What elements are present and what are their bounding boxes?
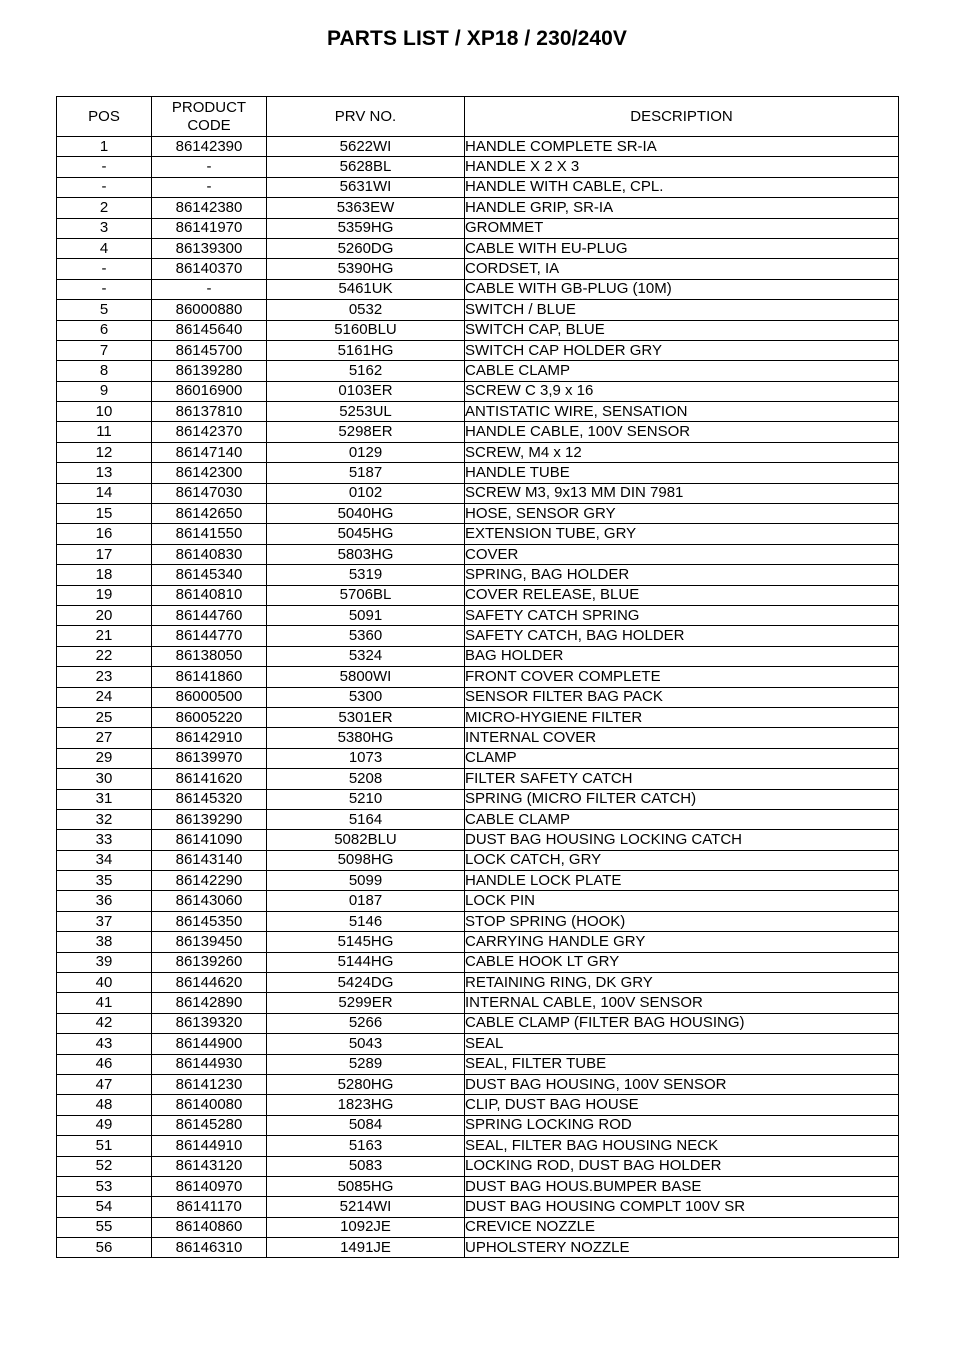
cell-description: HOSE, SENSOR GRY xyxy=(465,504,899,524)
table-row xyxy=(57,973,899,993)
cell-prv-no: 5160BLU xyxy=(267,320,465,340)
table-row xyxy=(57,850,899,870)
cell-product-code: 86016900 xyxy=(152,381,267,401)
cell-pos: 32 xyxy=(57,809,152,829)
cell-prv-no: 1092JE xyxy=(267,1217,465,1237)
cell-description: CREVICE NOZZLE xyxy=(465,1217,899,1237)
cell-description: SWITCH / BLUE xyxy=(465,300,899,320)
cell-product-code: 86140810 xyxy=(152,585,267,605)
table-row xyxy=(57,952,899,972)
cell-prv-no: 5083 xyxy=(267,1156,465,1176)
cell-prv-no: 5622WI xyxy=(267,137,465,157)
cell-description: DUST BAG HOUSING COMPLT 100V SR xyxy=(465,1197,899,1217)
cell-pos: 46 xyxy=(57,1054,152,1074)
cell-prv-no: 5146 xyxy=(267,911,465,931)
cell-prv-no: 5324 xyxy=(267,646,465,666)
cell-description: HANDLE X 2 X 3 xyxy=(465,157,899,177)
cell-product-code: 86145340 xyxy=(152,565,267,585)
table-row xyxy=(57,789,899,809)
cell-pos: 12 xyxy=(57,442,152,462)
table-row xyxy=(57,1136,899,1156)
table-row xyxy=(57,198,899,218)
cell-pos: 29 xyxy=(57,748,152,768)
cell-pos: 42 xyxy=(57,1013,152,1033)
cell-prv-no: 5099 xyxy=(267,871,465,891)
cell-description: COVER RELEASE, BLUE xyxy=(465,585,899,605)
table-row xyxy=(57,871,899,891)
cell-description: RETAINING RING, DK GRY xyxy=(465,973,899,993)
cell-prv-no: 5266 xyxy=(267,1013,465,1033)
cell-product-code: 86005220 xyxy=(152,707,267,727)
cell-product-code: 86143060 xyxy=(152,891,267,911)
cell-prv-no: 5359HG xyxy=(267,218,465,238)
cell-pos: 51 xyxy=(57,1136,152,1156)
table-row xyxy=(57,504,899,524)
cell-prv-no: 1073 xyxy=(267,748,465,768)
cell-pos: 37 xyxy=(57,911,152,931)
table-row xyxy=(57,830,899,850)
header-product-code: PRODUCT CODE xyxy=(152,97,267,137)
cell-description: SPRING (MICRO FILTER CATCH) xyxy=(465,789,899,809)
table-row xyxy=(57,667,899,687)
cell-description: DUST BAG HOUSING LOCKING CATCH xyxy=(465,830,899,850)
cell-description: SAFETY CATCH, BAG HOLDER xyxy=(465,626,899,646)
table-row xyxy=(57,483,899,503)
cell-description: DUST BAG HOUSING, 100V SENSOR xyxy=(465,1074,899,1094)
table-row xyxy=(57,1054,899,1074)
header-row xyxy=(57,97,899,137)
cell-product-code: 86147140 xyxy=(152,442,267,462)
cell-prv-no: 5803HG xyxy=(267,544,465,564)
cell-product-code: 86142650 xyxy=(152,504,267,524)
cell-prv-no: 5085HG xyxy=(267,1176,465,1196)
cell-product-code: 86145320 xyxy=(152,789,267,809)
cell-product-code: 86139260 xyxy=(152,952,267,972)
cell-product-code: 86141550 xyxy=(152,524,267,544)
cell-product-code: 86142290 xyxy=(152,871,267,891)
cell-prv-no: 5280HG xyxy=(267,1074,465,1094)
cell-product-code: 86140080 xyxy=(152,1095,267,1115)
cell-product-code: 86142390 xyxy=(152,137,267,157)
cell-prv-no: 5424DG xyxy=(267,973,465,993)
cell-pos: 24 xyxy=(57,687,152,707)
table-row xyxy=(57,748,899,768)
table-row xyxy=(57,524,899,544)
table-row xyxy=(57,463,899,483)
cell-description: INTERNAL CABLE, 100V SENSOR xyxy=(465,993,899,1013)
cell-pos: - xyxy=(57,157,152,177)
cell-product-code: 86144930 xyxy=(152,1054,267,1074)
cell-pos: 27 xyxy=(57,728,152,748)
cell-product-code: 86140860 xyxy=(152,1217,267,1237)
table-row xyxy=(57,279,899,299)
cell-description: HANDLE GRIP, SR-IA xyxy=(465,198,899,218)
cell-pos: 54 xyxy=(57,1197,152,1217)
cell-prv-no: 5144HG xyxy=(267,952,465,972)
cell-description: SPRING LOCKING ROD xyxy=(465,1115,899,1135)
cell-prv-no: 5301ER xyxy=(267,707,465,727)
cell-prv-no: 0187 xyxy=(267,891,465,911)
table-row xyxy=(57,728,899,748)
cell-description: CLAMP xyxy=(465,748,899,768)
cell-prv-no: 0129 xyxy=(267,442,465,462)
cell-description: SWITCH CAP HOLDER GRY xyxy=(465,340,899,360)
cell-product-code: 86142890 xyxy=(152,993,267,1013)
cell-prv-no: 5082BLU xyxy=(267,830,465,850)
cell-description: UPHOLSTERY NOZZLE xyxy=(465,1238,899,1258)
cell-description: SEAL, FILTER BAG HOUSING NECK xyxy=(465,1136,899,1156)
table-row xyxy=(57,544,899,564)
cell-description: CABLE CLAMP xyxy=(465,809,899,829)
cell-product-code: 86141620 xyxy=(152,769,267,789)
cell-prv-no: 5098HG xyxy=(267,850,465,870)
header-description: DESCRIPTION xyxy=(465,97,899,137)
cell-description: BAG HOLDER xyxy=(465,646,899,666)
cell-product-code: 86000500 xyxy=(152,687,267,707)
table-row xyxy=(57,1013,899,1033)
cell-prv-no: 5161HG xyxy=(267,340,465,360)
cell-description: SPRING, BAG HOLDER xyxy=(465,565,899,585)
cell-product-code: 86140830 xyxy=(152,544,267,564)
cell-pos: 34 xyxy=(57,850,152,870)
cell-description: HANDLE LOCK PLATE xyxy=(465,871,899,891)
cell-description: ANTISTATIC WIRE, SENSATION xyxy=(465,402,899,422)
table-row xyxy=(57,911,899,931)
table-row xyxy=(57,1197,899,1217)
table-row xyxy=(57,707,899,727)
cell-product-code: 86141860 xyxy=(152,667,267,687)
cell-pos: 49 xyxy=(57,1115,152,1135)
cell-pos: 3 xyxy=(57,218,152,238)
cell-description: LOCKING ROD, DUST BAG HOLDER xyxy=(465,1156,899,1176)
cell-product-code: 86139290 xyxy=(152,809,267,829)
table-row xyxy=(57,565,899,585)
table-row xyxy=(57,646,899,666)
cell-description: CORDSET, IA xyxy=(465,259,899,279)
cell-product-code: 86144770 xyxy=(152,626,267,646)
cell-description: CABLE CLAMP xyxy=(465,361,899,381)
cell-product-code: 86146310 xyxy=(152,1238,267,1258)
cell-prv-no: 5631WI xyxy=(267,177,465,197)
cell-pos: 55 xyxy=(57,1217,152,1237)
cell-pos: 47 xyxy=(57,1074,152,1094)
cell-pos: 31 xyxy=(57,789,152,809)
cell-product-code: 86139320 xyxy=(152,1013,267,1033)
cell-product-code: 86141230 xyxy=(152,1074,267,1094)
cell-pos: 13 xyxy=(57,463,152,483)
table-row xyxy=(57,218,899,238)
cell-description: SCREW C 3,9 x 16 xyxy=(465,381,899,401)
cell-product-code: 86000880 xyxy=(152,300,267,320)
cell-product-code: 86145640 xyxy=(152,320,267,340)
cell-prv-no: 5299ER xyxy=(267,993,465,1013)
cell-pos: 35 xyxy=(57,871,152,891)
cell-product-code: - xyxy=(152,279,267,299)
table-row xyxy=(57,626,899,646)
cell-pos: 30 xyxy=(57,769,152,789)
cell-prv-no: 1823HG xyxy=(267,1095,465,1115)
table-row xyxy=(57,340,899,360)
cell-prv-no: 5164 xyxy=(267,809,465,829)
cell-prv-no: 0532 xyxy=(267,300,465,320)
header-prv-no: PRV NO. xyxy=(267,97,465,137)
cell-pos: 40 xyxy=(57,973,152,993)
cell-pos: 38 xyxy=(57,932,152,952)
cell-description: SEAL, FILTER TUBE xyxy=(465,1054,899,1074)
table-row xyxy=(57,300,899,320)
cell-product-code: 86142370 xyxy=(152,422,267,442)
cell-product-code: 86144760 xyxy=(152,605,267,625)
cell-description: MICRO-HYGIENE FILTER xyxy=(465,707,899,727)
cell-description: LOCK CATCH, GRY xyxy=(465,850,899,870)
cell-product-code: 86147030 xyxy=(152,483,267,503)
cell-product-code: 86139450 xyxy=(152,932,267,952)
cell-pos: 39 xyxy=(57,952,152,972)
cell-description: DUST BAG HOUS.BUMPER BASE xyxy=(465,1176,899,1196)
cell-pos: 41 xyxy=(57,993,152,1013)
cell-description: SWITCH CAP, BLUE xyxy=(465,320,899,340)
cell-description: SENSOR FILTER BAG PACK xyxy=(465,687,899,707)
cell-description: CABLE CLAMP (FILTER BAG HOUSING) xyxy=(465,1013,899,1033)
table-row xyxy=(57,442,899,462)
cell-prv-no: 5260DG xyxy=(267,238,465,258)
cell-description: STOP SPRING (HOOK) xyxy=(465,911,899,931)
cell-pos: 17 xyxy=(57,544,152,564)
cell-pos: 19 xyxy=(57,585,152,605)
cell-product-code: 86138050 xyxy=(152,646,267,666)
cell-pos: 48 xyxy=(57,1095,152,1115)
cell-description: EXTENSION TUBE, GRY xyxy=(465,524,899,544)
cell-pos: 9 xyxy=(57,381,152,401)
cell-prv-no: 5300 xyxy=(267,687,465,707)
cell-product-code: 86145350 xyxy=(152,911,267,931)
cell-pos: - xyxy=(57,279,152,299)
cell-prv-no: 5214WI xyxy=(267,1197,465,1217)
cell-prv-no: 5800WI xyxy=(267,667,465,687)
table-row xyxy=(57,1034,899,1054)
page-title: PARTS LIST / XP18 / 230/240V xyxy=(326,27,628,50)
cell-description: CLIP, DUST BAG HOUSE xyxy=(465,1095,899,1115)
table-row xyxy=(57,605,899,625)
cell-description: SCREW, M4 x 12 xyxy=(465,442,899,462)
cell-description: GROMMET xyxy=(465,218,899,238)
cell-product-code: 86144910 xyxy=(152,1136,267,1156)
cell-product-code: 86143120 xyxy=(152,1156,267,1176)
cell-prv-no: 0102 xyxy=(267,483,465,503)
cell-product-code: 86141170 xyxy=(152,1197,267,1217)
cell-pos: 11 xyxy=(57,422,152,442)
table-row xyxy=(57,993,899,1013)
cell-product-code: 86142910 xyxy=(152,728,267,748)
table-row xyxy=(57,1095,899,1115)
cell-pos: 18 xyxy=(57,565,152,585)
cell-product-code: 86137810 xyxy=(152,402,267,422)
cell-pos: 23 xyxy=(57,667,152,687)
table-row xyxy=(57,1176,899,1196)
table-row xyxy=(57,238,899,258)
cell-description: HANDLE WITH CABLE, CPL. xyxy=(465,177,899,197)
cell-product-code: 86144900 xyxy=(152,1034,267,1054)
cell-product-code: 86143140 xyxy=(152,850,267,870)
table-row xyxy=(57,891,899,911)
cell-prv-no: 5084 xyxy=(267,1115,465,1135)
cell-product-code: 86139970 xyxy=(152,748,267,768)
cell-pos: 5 xyxy=(57,300,152,320)
cell-pos: 20 xyxy=(57,605,152,625)
cell-pos: 53 xyxy=(57,1176,152,1196)
table-row xyxy=(57,402,899,422)
cell-prv-no: 5208 xyxy=(267,769,465,789)
cell-product-code: 86141970 xyxy=(152,218,267,238)
table-row xyxy=(57,932,899,952)
cell-prv-no: 5210 xyxy=(267,789,465,809)
cell-product-code: 86140970 xyxy=(152,1176,267,1196)
cell-pos: 7 xyxy=(57,340,152,360)
cell-pos: 43 xyxy=(57,1034,152,1054)
table-row xyxy=(57,769,899,789)
parts-table xyxy=(56,96,899,1258)
cell-pos: 56 xyxy=(57,1238,152,1258)
cell-pos: 2 xyxy=(57,198,152,218)
cell-description: HANDLE TUBE xyxy=(465,463,899,483)
cell-description: HANDLE CABLE, 100V SENSOR xyxy=(465,422,899,442)
cell-prv-no: 5461UK xyxy=(267,279,465,299)
cell-pos: 10 xyxy=(57,402,152,422)
cell-description: SEAL xyxy=(465,1034,899,1054)
cell-prv-no: 5298ER xyxy=(267,422,465,442)
cell-pos: 4 xyxy=(57,238,152,258)
cell-description: CABLE HOOK LT GRY xyxy=(465,952,899,972)
cell-prv-no: 5380HG xyxy=(267,728,465,748)
cell-description: CABLE WITH GB-PLUG (10M) xyxy=(465,279,899,299)
cell-pos: 21 xyxy=(57,626,152,646)
cell-prv-no: 5045HG xyxy=(267,524,465,544)
cell-prv-no: 5162 xyxy=(267,361,465,381)
cell-description: CARRYING HANDLE GRY xyxy=(465,932,899,952)
cell-description: COVER xyxy=(465,544,899,564)
cell-description: LOCK PIN xyxy=(465,891,899,911)
cell-pos: - xyxy=(57,259,152,279)
table-row xyxy=(57,1238,899,1258)
cell-description: FRONT COVER COMPLETE xyxy=(465,667,899,687)
cell-pos: 33 xyxy=(57,830,152,850)
cell-product-code: 86142300 xyxy=(152,463,267,483)
table-row xyxy=(57,381,899,401)
cell-prv-no: 5706BL xyxy=(267,585,465,605)
cell-product-code: 86145700 xyxy=(152,340,267,360)
cell-prv-no: 5187 xyxy=(267,463,465,483)
table-row xyxy=(57,1074,899,1094)
cell-pos: 22 xyxy=(57,646,152,666)
cell-pos: 1 xyxy=(57,137,152,157)
cell-description: FILTER SAFETY CATCH xyxy=(465,769,899,789)
cell-prv-no: 5091 xyxy=(267,605,465,625)
cell-pos: 14 xyxy=(57,483,152,503)
table-row xyxy=(57,809,899,829)
table-row xyxy=(57,177,899,197)
cell-product-code: 86145280 xyxy=(152,1115,267,1135)
cell-pos: 52 xyxy=(57,1156,152,1176)
cell-prv-no: 0103ER xyxy=(267,381,465,401)
table-row xyxy=(57,1217,899,1237)
table-row xyxy=(57,1156,899,1176)
cell-product-code: 86140370 xyxy=(152,259,267,279)
cell-pos: 25 xyxy=(57,707,152,727)
cell-pos: 16 xyxy=(57,524,152,544)
cell-product-code: 86144620 xyxy=(152,973,267,993)
cell-product-code: - xyxy=(152,157,267,177)
cell-prv-no: 5319 xyxy=(267,565,465,585)
table-row xyxy=(57,259,899,279)
cell-pos: 36 xyxy=(57,891,152,911)
cell-prv-no: 5390HG xyxy=(267,259,465,279)
cell-description: INTERNAL COVER xyxy=(465,728,899,748)
cell-description: SCREW M3, 9x13 MM DIN 7981 xyxy=(465,483,899,503)
cell-description: SAFETY CATCH SPRING xyxy=(465,605,899,625)
header-pos: POS xyxy=(57,97,152,137)
cell-prv-no: 5043 xyxy=(267,1034,465,1054)
cell-product-code: 86139280 xyxy=(152,361,267,381)
cell-product-code: 86139300 xyxy=(152,238,267,258)
table-row xyxy=(57,422,899,442)
cell-prv-no: 5363EW xyxy=(267,198,465,218)
cell-description: CABLE WITH EU-PLUG xyxy=(465,238,899,258)
table-row xyxy=(57,157,899,177)
cell-pos: - xyxy=(57,177,152,197)
cell-product-code: 86142380 xyxy=(152,198,267,218)
cell-pos: 8 xyxy=(57,361,152,381)
cell-prv-no: 5628BL xyxy=(267,157,465,177)
cell-prv-no: 5289 xyxy=(267,1054,465,1074)
table-row xyxy=(57,361,899,381)
cell-prv-no: 5145HG xyxy=(267,932,465,952)
cell-pos: 6 xyxy=(57,320,152,340)
cell-pos: 15 xyxy=(57,504,152,524)
table-row xyxy=(57,687,899,707)
cell-prv-no: 5253UL xyxy=(267,402,465,422)
cell-product-code: 86141090 xyxy=(152,830,267,850)
table-row xyxy=(57,585,899,605)
cell-prv-no: 5360 xyxy=(267,626,465,646)
cell-product-code: - xyxy=(152,177,267,197)
cell-description: HANDLE COMPLETE SR-IA xyxy=(465,137,899,157)
table-row xyxy=(57,1115,899,1135)
cell-prv-no: 1491JE xyxy=(267,1238,465,1258)
table-row xyxy=(57,137,899,157)
parts-table-body xyxy=(57,137,899,1258)
cell-prv-no: 5040HG xyxy=(267,504,465,524)
table-row xyxy=(57,320,899,340)
cell-prv-no: 5163 xyxy=(267,1136,465,1156)
